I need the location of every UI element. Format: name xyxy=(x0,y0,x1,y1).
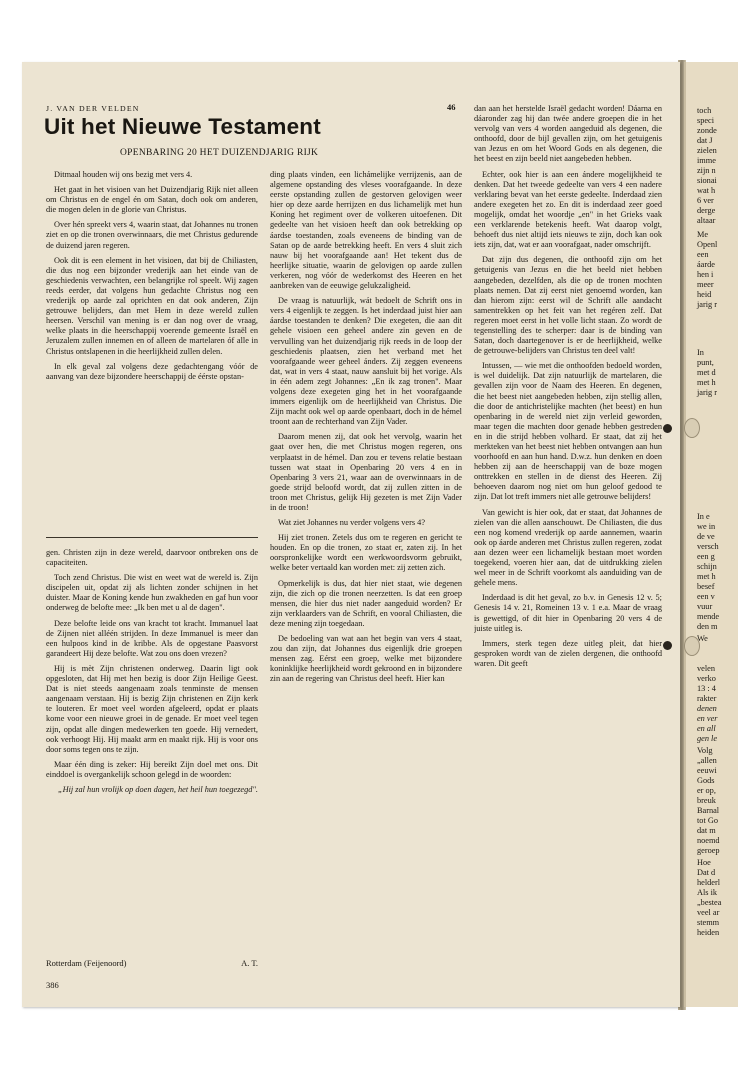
next-page-fragment: toch xyxy=(697,106,712,115)
next-page-fragment: vuur xyxy=(697,602,713,611)
next-page-fragment: velen xyxy=(697,664,715,673)
paragraph: Dat zijn dus degenen, die onthoofd zijn om het getuigenis van Jezus en die het beeld niet hebben aangebeden, dezelfden, als die op de tronen mochten plaats nemen. Dat zij eerst niet genoemd worden, kan dan hierom zijn: eerst wil de Schrift alle aandacht samentrekken op het feit van het regéren zelf. Dat regeren moet eerst in het volle licht staan. Zo wordt de tegenstelling des te scherper: daar is de binding van Satan, doch daartegenover is er de heerlijkheid, welke de getrouwe-belijders van Christus ten deel valt! xyxy=(474,255,662,356)
next-page-fragment: Volg xyxy=(697,746,713,755)
next-page-fragment: eeuwi xyxy=(697,766,717,775)
paragraph: Intussen, — wie met die onthoofden bedoeld worden, is wel duidelijk. Dat zijn natuurlijk de martelaren, die gevallen zijn voor de Naam des Heeren. En degenen, die het beest niet aangebeden hebben, zijn stellig allen, die door de antichristelijke machten (het beest) en hun openbaring in de wereld niet zijn verleid geworden, maar tegen die machten door genade hebben gestreden en in die strijd hebben volhard. Er staat, dat zij het merkteken van het beest niet hebben ontvangen aan hun voorhoofd en aan hun hand. D.w.z. hun denken en doen hebben zij aan de heerschappij van de boze mogen onttrekken en stellen in de dienst des Heeren. Zij behoeven daarom nog niet om hun geloof gedood te zijn. Dat lot treft immers niet alle getrouwe belijders! xyxy=(474,361,662,502)
next-page-fragment: Barnal xyxy=(697,806,720,815)
next-page-fragment: dat J xyxy=(697,136,713,145)
paragraph: Ook dit is een element in het visioen, dat bij de Chiliasten, die dus nog een bijzonder vrederijk aan het einde van de geschiedenis verwachten, een belangrijke rol speelt. Wij zagen reeds eerder, dat volgens hun gedachte Christus nog een vrederijk op aarde zal oprichten en dat ook anderen, Zijn getrouwe belijders, dan met Hem in deze wereld zullen heersen. Verschil van mening is er dan nog over de vraag, welke plaats in die heerschappij voerende gemeente Israël en Jeruzalem zullen innemen en of alleen de martelaren óf alle in Christus ontslapenen in die heerlijkheid zullen delen. xyxy=(46,255,258,356)
paragraph: Van gewicht is hier ook, dat er staat, dat Johannes de zielen van die allen aanschouwt. De Chiliasten, die dus een nog komend vrederijk op aarde aannemen, waarin ook op áarde anderen met Christus zullen regeren, zodat aan dezen weer een lichamelijk bestaan moet worden toegekend, voeren hier aan, dat de uitdrukking zielen wel meer in de Schrift voorkomt als aanduiding van de gehele mens. xyxy=(474,507,662,588)
next-page-fragment: Hoe xyxy=(697,858,711,867)
article-subtitle: OPENBARING 20 HET DUIZENDJARIG RIJK xyxy=(120,148,319,158)
next-page-fragment: „allen xyxy=(697,756,717,765)
next-page-fragment: er op, xyxy=(697,786,716,795)
page-edge-notch xyxy=(684,418,700,438)
paragraph: ding plaats vinden, een lichámelijke verrijzenis, aan de algemene opstanding des vleses voorafgaande. In deze eerste opstanding zullen de gestorven gelovigen weer hier op deze aarde herrijzen en dus lichamelijk met hun Koning het regiment over de volkeren uitoefenen. Dit gedeelte van het visioen heeft dan ook betrekking op áardse toestanden, zoals eveneens de binding van de Satan op de aarde betrekking heeft. En vers 4 sluit zich nauw bij het voorafgaande aan! Het tekent dus de heerlijke situatie, waarin de gelovigen op aarde zullen verkeren, nog vóór de wederkomst des Heeren en het aanbreken van de eeuwige gelukzaligheid. xyxy=(270,170,462,291)
column-divider-rule xyxy=(46,537,258,538)
next-page-fragment: heiden xyxy=(697,928,720,937)
next-page-fragment: derge xyxy=(697,206,716,215)
next-page-fragment: 13 : 4 xyxy=(697,684,716,693)
next-page-fragment: en all xyxy=(697,724,716,733)
next-page-fragment: speci xyxy=(697,116,715,125)
next-page-fragment: gen le xyxy=(697,734,718,743)
next-page-fragment: Als ik xyxy=(697,888,718,897)
binding-hole xyxy=(663,641,672,650)
next-page-fragment: rakter xyxy=(697,694,717,703)
next-page-fragment: mende xyxy=(697,612,720,621)
paragraph: dan aan het herstelde Israël gedacht worden! Dáarna en dáaronder zag hij dan twée andere groepen die in het vervolg van vers 4 worden aangeduid als degenen, die onthoofd, door de bijl gevallen zijn, om het getuigenis van Jezus en om het Woord Gods en als degenen, die het beest en zijn beeld niet aangebeden hebben. xyxy=(474,104,662,164)
next-page-fragment: In xyxy=(697,348,704,357)
paragraph: Over hén spreekt vers 4, waarin staat, dat Johannes nu tronen ziet en op die tronen overwinnaars, die met Christus gedurende de duizend jaren regeren. xyxy=(46,220,258,250)
next-page-fragment: tot Go xyxy=(697,816,718,825)
signature-place: Rotterdam (Feijenoord) xyxy=(46,958,127,968)
quote: „Hij zal hun vrolijk op doen dagen, het heil hun toegezegd". xyxy=(58,784,258,794)
next-page-fragment: geroep xyxy=(697,846,720,855)
paragraph: Wat ziet Johannes nu verder volgens vers 4? xyxy=(278,518,426,528)
next-page-fragment: zijn n xyxy=(697,166,716,175)
page-number-top: 46 xyxy=(447,102,456,112)
paragraph: Maar één ding is zeker: Hij bereikt Zijn doel met ons. Dit einddoel is overgankelijk schoon gelegd in de woorden: xyxy=(46,759,258,779)
next-page-fragment: imme xyxy=(697,156,716,165)
next-page-fragment: breuk xyxy=(697,796,716,805)
paragraph: Daarom menen zij, dat ook het vervolg, waarin het gaat over hen, die met Christus mogen regeren, ons verplaatst in de hémel. Dan zou er tevens relatie bestaan tussen wat staat in Openbaring 20 vers 4 en in Openbaring 3 vers 21, waar aan de overwinnaars in de goede strijd beloofd wordt, dat zij zullen zitten in de troon met Christus, gelijk Hij gezeten is met Zijn Vader in de troon! xyxy=(270,432,462,512)
signature-initials: A. T. xyxy=(241,958,258,968)
column-1-bottom xyxy=(46,548,258,952)
column-2 xyxy=(270,170,462,992)
next-page-fragment: meer xyxy=(697,280,714,289)
next-page-fragment: Openl xyxy=(697,240,718,249)
page-number-bottom: 386 xyxy=(46,980,59,990)
next-page-fragment: stemm xyxy=(697,918,720,927)
next-page-fragment: noemd xyxy=(697,836,720,845)
next-page-fragment: versch xyxy=(697,542,719,551)
paragraph: Toch zend Christus. Die wist en weet wat de wereld is. Zijn discipelen uit, opdat zij als lichten zonder schijnen in het duister. Maar de Koning kende hun zwakheden en gaf hun voor onderweg de belofte mee: „Ik ben met u al de dagen". xyxy=(46,573,258,613)
signature xyxy=(46,958,258,968)
next-page-fragment: 6 ver xyxy=(697,196,714,205)
next-page-fragment: zonde xyxy=(697,126,717,135)
next-page-fragment: met d xyxy=(697,368,716,377)
next-page-fragment: en ver xyxy=(697,714,718,723)
next-page-fragment: Dat d xyxy=(697,868,716,877)
paragraph: Hij ziet tronen. Zetels dus om te regeren en gericht te houden. En op die tronen, zo staat er, zaten zij. In het oorspronkelijke wordt een werkwoordsvorm gebruikt, welke beter vertaald kan worden met: zij zetten zich. xyxy=(270,533,462,573)
next-page-fragment: wat h xyxy=(697,186,716,195)
next-page-fragment: Gods xyxy=(697,776,715,785)
next-page-fragment: met h xyxy=(697,378,716,387)
paragraph: gen. Christen zijn in deze wereld, daarvoor ontbreken ons de capaciteiten. xyxy=(46,548,258,568)
next-page-fragment: jarig r xyxy=(697,388,718,397)
paragraph: Opmerkelijk is dus, dat hier niet staat, wie degenen zijn, die zich op die tronen neerzetten. Is dat een groep mensen, die hier dus niet nader aangeduid worden? Er zijn verklaarders van de Schrift, en vooral Chiliasten, die deze mening zijn toegedaan. xyxy=(270,578,462,628)
next-page-fragment: veel ar xyxy=(697,908,720,917)
binding-hole xyxy=(663,424,672,433)
paragraph: De vraag is natuurlijk, wát bedoelt de Schrift ons in vers 4 eigenlijk te zeggen. Is het inderdaad juist hier aan áardse toestanden te denken? Die exegeten, die aan dit gehele visioen een geheel andere zin geven en de vervulling van het duizendjarig rijk reeds in de loop der geschiedenis plaatsen, zien het verband met het voorafgaande weer geheel ánders. Zij zeggen eveneens dat, wat in vers 4 staat, nauw aansluit bij het vorige. Als in één adem zegt Johannes: „En ik zag tronen". Maar volgens deze exegeten ging het in het voorafgaande immers eigenlijk om de heerlijkheid van Christus. Die Zijn macht ook wel op aarde openbaart, doch in de hémel troont aan de rechterhand van Zijn Vader. xyxy=(270,296,462,427)
author-name: J. VAN DER VELDEN xyxy=(46,104,140,113)
next-page-fragment: Me xyxy=(697,230,709,239)
paragraph: Echter, ook hier is aan een ándere mogelijkheid te denken. Dat het tweede gedeelte van vers 4 een nadere verklaring bevat van het eerste gedeelte. Inderdaad zien andere exegeten het zo. En dit is inderdaad zeer goed mogelijk, omdat het woordje „en" in het Grieks vaak een verklarende betekenis heeft. Wat daarop volgt, behoeft dus niet altijd iets nieuws te zijn, doch kan ook iets zijn, dat, wat er aan voorafgaat, nader omschrijft. xyxy=(474,169,662,250)
next-page-fragment: schijn xyxy=(697,562,717,571)
next-page-fragment: áarde xyxy=(697,260,715,269)
column-1-top xyxy=(46,170,258,530)
next-page-fragment: heid xyxy=(697,290,712,299)
next-page-fragment: helderl xyxy=(697,878,721,887)
next-page-fragment: dat m xyxy=(697,826,716,835)
next-page-fragment: den m xyxy=(697,622,718,631)
next-page-fragment: we in xyxy=(697,522,716,531)
paragraph: Het gaat in het visioen van het Duizendjarig Rijk niet alleen om Christus en de engel én om Satan, doch ook om anderen, die mogen delen in de glorie van Christus. xyxy=(46,185,258,215)
paragraph: Ditmaal houden wij ons bezig met vers 4. xyxy=(54,170,193,179)
next-page-fragment: de ve xyxy=(697,532,715,541)
next-page-fragment: zielen xyxy=(697,146,717,155)
article-title: Uit het Nieuwe Testament xyxy=(44,114,321,139)
next-page-fragment: met h xyxy=(697,572,716,581)
next-page-fragment: sionai xyxy=(697,176,717,185)
next-page-fragment: een xyxy=(697,250,709,259)
next-page-fragment: denen xyxy=(697,704,717,713)
next-page-fragment: We xyxy=(697,634,708,643)
paragraph: Immers, sterk tegen deze uitleg pleit, dat hier gesproken wordt van de zielen dergenen, die onthoofd waren. Dit geeft xyxy=(474,638,662,668)
next-page-fragment: altaar xyxy=(697,216,716,225)
next-page-fragment: hen i xyxy=(697,270,714,279)
next-page-fragment: In e xyxy=(697,512,710,521)
paragraph: Hij is mèt Zijn christenen onderweg. Daarin ligt ook opgesloten, dat Hij met hen bezig is door Zijn Heilige Geest. Dat is niet steeds aangenaam zoals tenminste de mensen aangenaam verstaan. Hij is bezig Zijn christenen en Zijn kerk te louteren. Er moet veel worden afgeleerd, opdat er plaats kome voor een nieuwe groei in de genade. Er moet veel tegen zijn, opdat alle dingen medewerken ten goede. Hij vernedert, ook verhoogt Hij. Hij maakt arm en maakt rijk. Hij is voor ons door soms tegen ons te zijn. xyxy=(46,663,258,754)
paragraph: Deze belofte leide ons van kracht tot kracht. Immanuel laat de Zijnen niet alléén strijden. In deze Immanuel is meer dan een hulpoos kind in de kribbe. Als de opgestane Paasvorst garandeert Hij deze belofte. Wat zou ons doen vrezen? xyxy=(46,618,258,658)
column-3 xyxy=(474,104,662,992)
next-page-fragment: een v xyxy=(697,592,715,601)
paragraph: De bedoeling van wat aan het begin van vers 4 staat, zou dan zijn, dat Johannes dus eigenlijk drie groepen mensen zag. Eérst een groep, welke met bijzondere koninklijke heerlijkheid wordt gekroond en in bijzondere zin aan de regering van Christus deel heeft. Hier kan xyxy=(270,634,462,684)
next-page-fragment: „bestea xyxy=(697,898,722,907)
paragraph: Inderdaad is dit het geval, zo b.v. in Genesis 12 v. 5; Genesis 14 v. 21, Romeinen 13 v. 1 e.a. Maar de vraag is gewettigd, of dit hier in Openbaring 20 vers 4 de juiste uitleg is. xyxy=(474,593,662,633)
next-page-fragment: besef xyxy=(697,582,715,591)
next-page-fragment: punt, xyxy=(697,358,714,367)
next-page-fragment: een g xyxy=(697,552,715,561)
paragraph: In elk geval zal volgens deze gedachtengang vóór de aanvang van deze bijzondere heerschappij de éérste opstan- xyxy=(46,361,258,381)
next-page-fragment: verko xyxy=(697,674,716,683)
next-page-fragment: jarig r xyxy=(697,300,718,309)
